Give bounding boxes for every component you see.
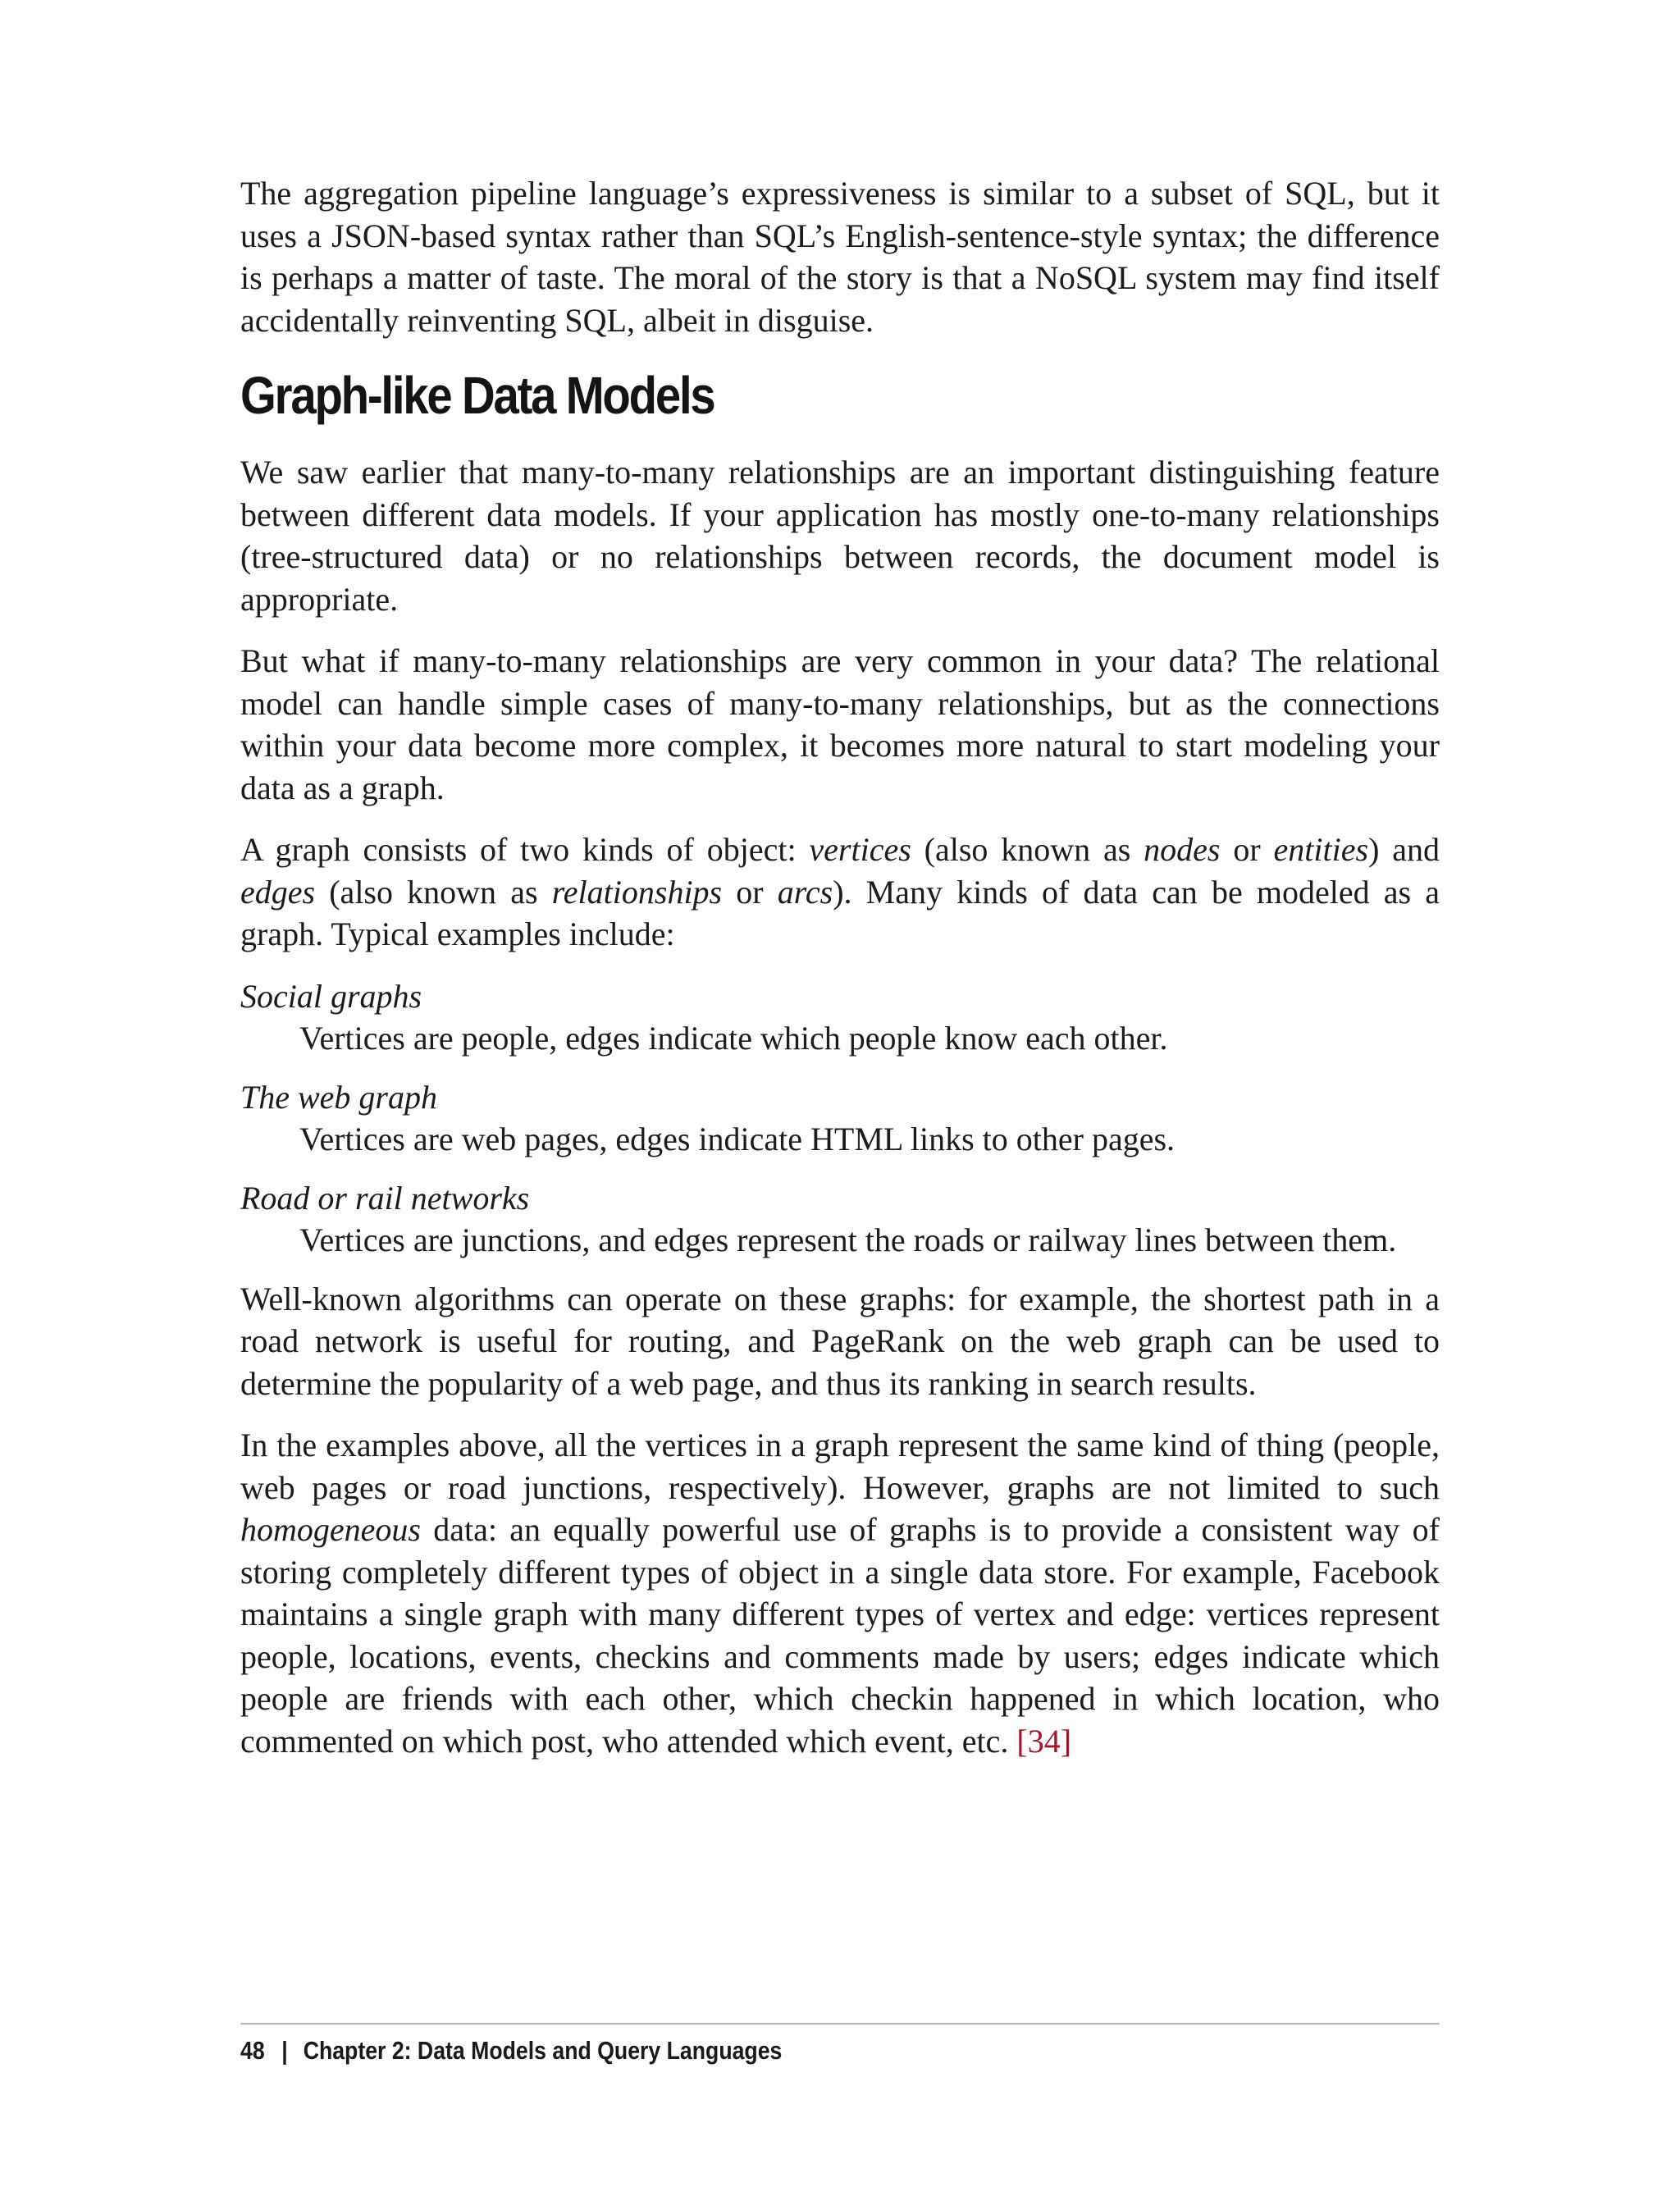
paragraph-many-to-many: We saw earlier that many-to-many relationships are an important distinguishing feature between different data models. If your application has mostly one-to-many relationships (tree-structured data) or no relationships between records, the document model is appropriate. xyxy=(240,454,1440,618)
term-edges: edges xyxy=(240,873,316,911)
section-heading: Graph-like Data Models xyxy=(240,366,714,425)
term-homogeneous: homogeneous xyxy=(240,1511,421,1548)
examples-list xyxy=(240,975,1440,1262)
paragraph-algorithms: Well-known algorithms can operate on these graphs: for example, the shortest path in a road network is useful for routing, and PageRank on the web graph can be used to determine the popularity of a web page, and thus its ranking in search results. xyxy=(240,1280,1440,1402)
example-term: Social graphs xyxy=(240,977,422,1015)
page-body xyxy=(240,172,1440,1782)
term-nodes: nodes xyxy=(1144,831,1221,868)
chapter-title: Chapter 2: Data Models and Query Languages xyxy=(303,2036,783,2065)
page-number: 48 xyxy=(240,2036,265,2065)
intro-paragraph: The aggregation pipeline language’s expressiveness is similar to a subset of SQL, but it uses a JSON-based syntax rather than SQL’s English-sentence-style syntax; the difference is perhaps a matter of taste. The moral of the story is that a NoSQL system may find itself accidentally reinventing SQL, albeit in disguise. xyxy=(240,175,1440,339)
reference-link[interactable]: [34] xyxy=(1016,1722,1072,1760)
paragraph-relational-model: But what if many-to-many relationships are very common in your data? The relational model can handle simple cases of many-to-many relationships, but as the connections within your data become more complex, it becomes more natural to start modeling your data as a graph. xyxy=(240,642,1440,806)
term-arcs: arcs xyxy=(777,873,833,911)
paragraph-graph-definition: A graph consists of two kinds of object: vertices (also known as nodes or entities) and edges (also known as relationships or arcs). Many kinds of data can be modeled as a graph. Typical examples include: xyxy=(240,831,1440,952)
example-term: The web graph xyxy=(240,1078,437,1116)
example-definition: Vertices are people, edges indicate which people know each other. xyxy=(299,1020,1168,1057)
term-entities: entities xyxy=(1273,831,1369,868)
example-term: Road or rail networks xyxy=(240,1179,530,1217)
footer-text xyxy=(240,2034,782,2067)
footer-separator: | xyxy=(281,2036,288,2065)
example-definition: Vertices are junctions, and edges represent the roads or railway lines between them. xyxy=(299,1221,1397,1258)
term-vertices: vertices xyxy=(809,831,911,868)
term-relationships: relationships xyxy=(551,873,723,911)
paragraph-heterogeneous-graphs: In the examples above, all the vertices in a graph represent the same kind of thing (people, web pages or road junctions, respectively). However, graphs are not limited to such homogeneous data: an equally powerful use of graphs is to provide a consistent way of storing completely different types of object in a single data store. For example, Facebook maintains a single graph with many different types of vertex and edge: vertices represent people, locations, events, checkins and comments made by users; edges indicate which people are friends with each other, which checkin happened in which location, who commented on which post, who attended which event, etc. [34] xyxy=(240,1427,1440,1760)
page-footer xyxy=(240,2023,1440,2065)
example-definition: Vertices are web pages, edges indicate HTML links to other pages. xyxy=(299,1121,1176,1157)
